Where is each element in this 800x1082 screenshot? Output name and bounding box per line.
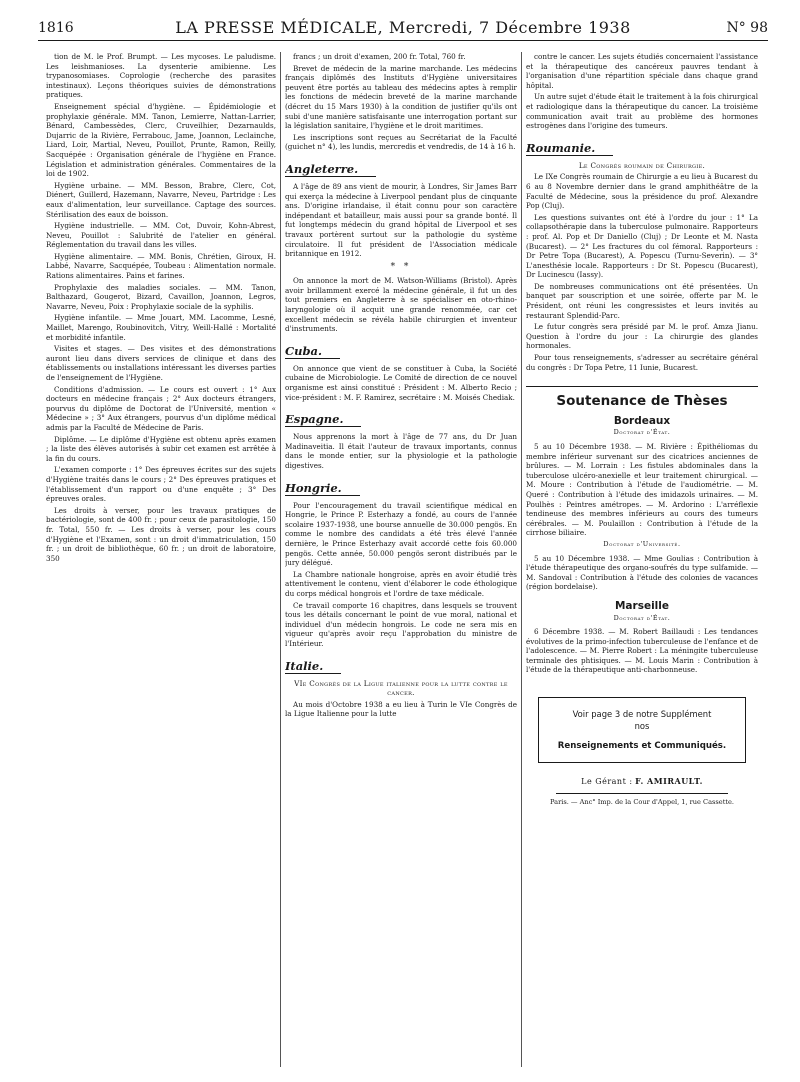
section-heading-italie: Italie. <box>285 659 341 674</box>
city-heading-bordeaux: Bordeaux <box>613 414 671 427</box>
page-number: 1816 <box>38 20 74 36</box>
paragraph: tion de M. le Prof. Brumpt. — Les mycoses. Le paludisme. Les leishmanioses. La dysenterie amibienne. Les trypanosomiases. Coprologie (recherche des parasites intestinaux). Leçons théoriques suivies de démonstrations pratiques. <box>46 52 276 100</box>
column-left <box>46 52 276 1067</box>
paragraph: Pour l'encouragement du travail scientifique médical en Hongrie, le Prince P. Esterhazy a fondé, au cours de l'année scolaire 1937-1938, une bourse annuelle de 30.000 pengös. En comme le nombre des candidats a été très élevé l'année dernière, le Prince Esterhazy avait accordé cette fois 60.000 pengös. Cette année, 50.000 pengös seront distribués par le jury délégué. <box>285 500 517 568</box>
paragraph: Les inscriptions sont reçues au Secrétariat de la Faculté (guichet n° 4), les lundis, mercredis et vendredis, de 14 à 16 h. <box>285 132 517 152</box>
section-heading-espagne: Espagne. <box>285 412 361 427</box>
masthead <box>38 14 768 41</box>
paragraph: Prophylaxie des maladies sociales. — MM. Tanon, Balthazard, Gougerot, Bizard, Cavaillon, Joannon, Legros, Navarre, Neveu, Poix : Prophylaxie sociale de la syphilis. <box>46 282 276 311</box>
manager-label: Le Gérant : <box>581 777 633 787</box>
paragraph: Conditions d'admission. — Le cours est ouvert : 1° Aux docteurs en médecine français ; 2° Aux docteurs étrangers, pourvus du diplôme de Doctorat de l'Université, mention « Médecine » ; 3° Aux étrangers, pourvus d'un diplôme médical admis par la Faculté de Médecine de Paris. <box>46 384 276 432</box>
paragraph: A l'âge de 89 ans vient de mourir, à Londres, Sir James Barr qui exerça la médecine à Liverpool pendant plus de cinquante ans. D'origine irlandaise, il était connu pour son caractère indépendant et batailleur, mais aussi pour sa grande bonté. Il fut longtemps médecin du grand hôpital de Liverpool et ses travaux portèrent surtout sur la pathologie du système circulatoire. Il fut président de l'Association médicale britannique en 1912. <box>285 181 517 259</box>
column-right <box>526 52 758 1067</box>
paragraph: Le futur congrès sera présidé par M. le prof. Amza Jianu. Question à l'ordre du jour : La chirurgie des glandes hormonales. <box>526 322 758 351</box>
paragraph: Hygiène alimentaire. — MM. Bonis, Chrétien, Giroux, H. Labbé, Navarre, Sacquépée, Toubeau : Alimentation normale. Rations alimentaires. Pains et farines. <box>46 251 276 281</box>
paragraph: 6 Décembre 1938. — M. Robert Baillaudi : Les tendances évolutives de la primo-infection tuberculeuse de l'enfance et de l'adolescence. — M. Pierre Robert : La méningite tuberculeuse terminale des phtisiques. — M. Louis Marin : Contribution à l'étude de la thérapeutique anti-charbonneuse. <box>526 627 758 675</box>
paragraph: On annonce que vient de se constituer à Cuba, la Société cubaine de Microbiologie. Le Comité de direction de ce nouvel organisme est ainsi constitué : Président : M. Alberto Recio ; vice-président : M. F. Ramirez, secrétaire : M. Moisés Chediak. <box>285 363 517 402</box>
supplement-line: Voir page 3 de notre Supplément <box>572 709 712 720</box>
divider <box>556 793 728 794</box>
column-rule <box>280 52 281 1067</box>
paragraph: Les questions suivantes ont été à l'ordre du jour : 1° La collapsothérapie dans la tuberculose pulmonaire. Rapporteurs : prof. Al. Pop et Dr Daniello (Cluj) ; Dr Leonte et M. Nasta (Bucarest). — 2° Les fractures du col fémoral. Rapporteurs : Dr Petre Topa (Bucarest), A. Popescu (Turnu-Severin). — 3° L'anesthésie locale. Rapporteurs : Dr St. Popescu (Bucarest), Dr Lucinescu (Iassy). <box>526 212 758 280</box>
paragraph: Un autre sujet d'étude était le traitement à la fois chirurgical et radiologique dans la thérapeutique du cancer. La troisième communication avait trait au problème des hormones estrogènes dans l'origine des tumeurs. <box>526 92 758 131</box>
column-rule <box>521 52 522 1067</box>
paragraph: 5 au 10 Décembre 1938. — M. Rivière : Épithéliomas du membre inférieur survenant sur des cicatrices anciennes de brûlures. — M. Lorrain : Les fistules abdominales dans la tuberculose ulcéro-anexielle et leur traitement chirurgical. — M. Moure : Contribution à l'étude de l'audiométrie. — M. Queré : Contribution à l'étude des imidazols urinaires. — M. Poulhès : Peintres amétropes. — M. Ardorino : L'arréflexie tendineuse des membres inférieurs au cours des tumeurs cérébrales. — M. Poulaillon : Contribution à l'étude de la cirrhose biliaire. <box>526 442 758 538</box>
paragraph: Le IXe Congrès roumain de Chirurgie a eu lieu à Bucarest du 6 au 8 Novembre dernier dans le grand amphithéâtre de la Faculté de Médecine, sous la présidence du prof. Alexandre Pop (Cluj). <box>526 172 758 211</box>
issue-number: N° 98 <box>726 20 768 36</box>
paragraph: Nous apprenons la mort à l'âge de 77 ans, du Dr Juan Madinaveitia. Il était l'auteur de travaux importants, connus dans le monde entier, sur la physiologie et la pathologie digestives. <box>285 432 517 470</box>
doctorate-label: Doctorat d'État. <box>613 428 671 437</box>
section-rule <box>526 386 758 387</box>
supplement-notice-box <box>538 697 746 763</box>
manager-name: F. AMIRAULT. <box>635 776 703 787</box>
paragraph: Au mois d'Octobre 1938 a eu lieu à Turin le VIe Congrès de la Ligue Italienne pour la lutte <box>285 699 517 719</box>
doctorate-label: Doctorat d'État. <box>613 613 671 622</box>
paragraph: Visites et stages. — Des visites et des démonstrations auront lieu dans divers services de clinique et dans des établissements ou installations intéressant les diverses parties de l'enseignement de l'Hygiène. <box>46 344 276 382</box>
section-heading-roumanie: Roumanie. <box>526 141 613 156</box>
paragraph: Hygiène industrielle. — MM. Cot, Duvoir, Kohn-Abrest, Neveu, Pouillot : Salubrité de l'atelier en général. Réglementation du travail dans les villes. <box>46 221 276 250</box>
column-middle <box>285 52 517 1067</box>
paragraph: On annonce la mort de M. Watson-Williams (Bristol). Après avoir brillamment exercé la médecine générale, il fut un des tout premiers en Angleterre à se spécialiser en oto-rhino-laryngologie où il acquit une grande renommée, car cet excellent médecin se révéla habile chirurgien et inventeur d'instruments. <box>285 276 517 334</box>
manager-signature <box>526 777 758 787</box>
supplement-line: nos <box>634 721 650 732</box>
paragraph: De nombreuses communications ont été présentées. Un banquet par souscription et une soirée, offerte par M. le Président, ont réuni les congressistes et leurs invités au restaurant Splendid-Parc. <box>526 281 758 320</box>
journal-title: LA PRESSE MÉDICALE, Mercredi, 7 Décembre 1938 <box>175 18 631 37</box>
subheading: Le Congrès roumain de Chirurgie. <box>578 160 706 170</box>
paragraph: francs ; un droit d'examen, 200 fr. Total, 760 fr. <box>293 52 466 61</box>
paragraph: contre le cancer. Les sujets étudiés concernaient l'assistance et la thérapeutique des cancéreux pauvres tendant à l'organisation d'une répartition spéciale dans chaque grand hôpital. <box>526 52 758 90</box>
paragraph: Les droits à verser, pour les travaux pratiques de bactériologie, sont de 400 fr. ; pour ceux de parasitologie, 150 fr. Total, 550 fr. — Les droits à verser, pour les cours d'Hygiène et l'Examen, sont : un droit d'immatriculation, 150 fr. ; un droit de bibliothèque, 60 fr. ; un droit de laboratoire, 350 <box>46 505 276 563</box>
subheading: VIe Congrès de la Ligue italienne pour la lutte contre le cancer. <box>294 678 508 698</box>
paragraph: Ce travail comporte 16 chapitres, dans lesquels se trouvent tous les détails concernant le point de vue moral, national et individuel d'un médecin hongrois. Le code ne sera mis en vigueur qu'après avoir reçu l'approbation du ministre de l'Intérieur. <box>285 600 517 648</box>
city-heading-marseille: Marseille <box>614 599 669 612</box>
theses-heading: Soutenance de Thèses <box>556 393 728 410</box>
paragraph: Brevet de médecin de la marine marchande. Les médecins français diplômés des Instituts d'Hygiène universitaires peuvent être portés au tableau des médecins aptes à remplir les fonctions de médecin breveté de la marine marchande (décret du 15 Mars 1930) à la condition de justifier qu'ils ont subi d'une manière satisfaisante une interrogation portant sur la législation sanitaire, l'hygiène et le droit maritimes. <box>285 63 517 131</box>
section-heading-hongrie: Hongrie. <box>285 481 360 496</box>
paragraph: Enseignement spécial d'hygiène. — Épidémiologie et prophylaxie générale. MM. Tanon, Lemierre, Nattan-Larrier, Bénard, Cambessèdes, Clerc, Cruveilhier, Dezarnaulds, Dujarric de la Rivière, Ferrabouc, Jame, Joannon, Leclainche, Liard, Loir, Martial, Neveu, Pouillot, Prunte, Ramon, Reilly, Sacquépée : Organisation générale de l'hygiène en France. Législation et administration générales. Commentaires de la loi de 1902. <box>46 101 276 179</box>
supplement-line: Renseignements et Communiqués. <box>557 741 727 752</box>
paragraph: Diplôme. — Le diplôme d'Hygiène est obtenu après examen ; la liste des élèves autorisés à subir cet examen est arrêtée à la fin du cours. <box>46 434 276 463</box>
paragraph: Pour tous renseignements, s'adresser au secrétaire général du congrès : Dr Topa Petre, 11 Iunie, Bucarest. <box>526 353 758 372</box>
paragraph: La Chambre nationale hongroise, après en avoir étudié très attentivement le contenu, vient d'élaborer le code éthologique du corps médical hongrois et l'ordre de taxe médicale. <box>285 569 517 598</box>
paragraph: 5 au 10 Décembre 1938. — Mme Goulias : Contribution à l'étude thérapeutique des organo-soufrés du type sulfamide. — M. Sandoval : Contribution à l'étude des colonies de vacances (région bordelaise). <box>526 553 758 592</box>
section-heading-angleterre: Angleterre. <box>285 162 376 177</box>
paragraph: Hygiène urbaine. — MM. Besson, Brabre, Clerc, Cot, Diénert, Guillerd, Hazemann, Navarre, Neveu, Partridge : Les eaux d'alimentation, leur surveillance. Captage des sources. Stérilisation des eaux de boisson. <box>46 180 276 219</box>
paragraph: Hygiène infantile. — Mme Jouart, MM. Lacomme, Lesné, Maillet, Marengo, Roubinovitch, Vitry, Weill-Hallé : Mortalité et morbidité infantile. <box>46 313 276 342</box>
doctorate-label: Doctorat d'Université. <box>603 539 681 548</box>
separator-stars: * * <box>390 261 412 272</box>
paragraph: L'examen comporte : 1° Des épreuves écrites sur des sujets d'Hygiène traités dans le cours ; 2° Des épreuves pratiques et l'établissement d'un rapport ou d'une enquête ; 3° Des épreuves orales. <box>46 465 276 504</box>
section-heading-cuba: Cuba. <box>285 344 340 359</box>
printer-imprint: Paris. — Anc° Imp. de la Cour d'Appel, 1, rue Cassette. <box>550 797 734 806</box>
